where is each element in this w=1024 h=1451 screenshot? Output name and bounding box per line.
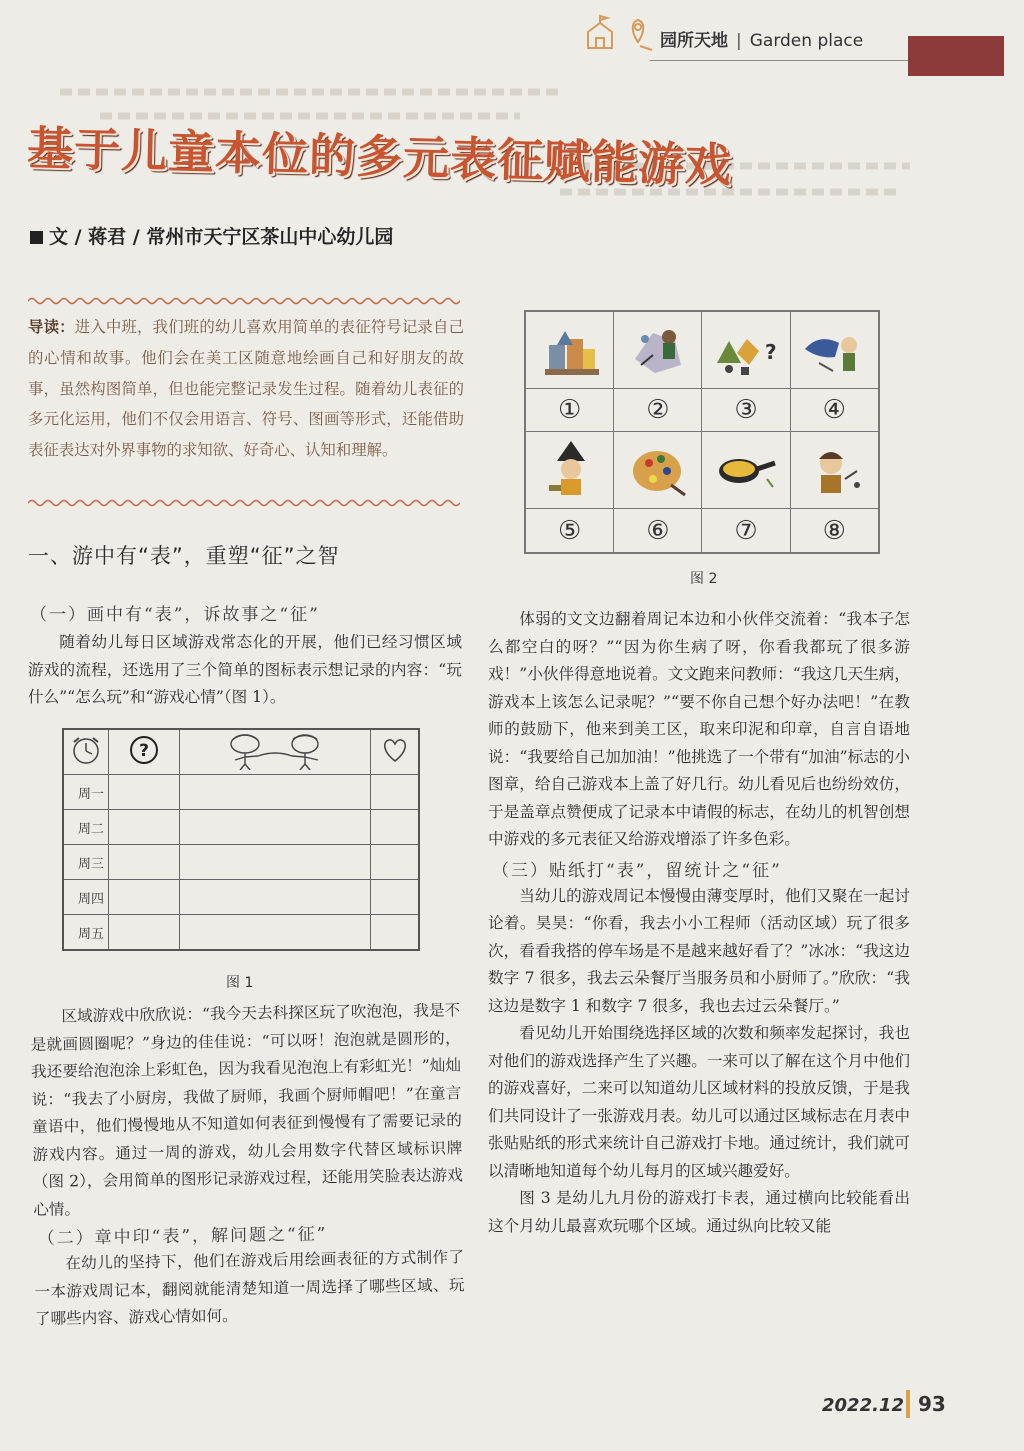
painter-icon [799, 439, 869, 501]
figure-1-row [63, 775, 419, 810]
section-name-en: Garden place [749, 31, 864, 51]
author-line [30, 222, 393, 249]
weekday-cell: 周三 [63, 845, 109, 880]
figure-1-row [63, 915, 419, 951]
author-bullet [30, 231, 43, 244]
empty-cell [371, 880, 420, 915]
figure-1-table [62, 728, 420, 951]
empty-cell [371, 775, 420, 810]
question-icon-cell [109, 729, 180, 775]
area-picture-2 [614, 311, 702, 388]
magician-icon [535, 439, 605, 501]
svg-text:?: ? [139, 741, 149, 761]
empty-cell [371, 845, 420, 880]
empty-cell [109, 845, 180, 880]
area-number: ⑧ [790, 509, 879, 553]
svg-text:?: ? [765, 339, 777, 364]
frying-pan-icon [711, 439, 781, 501]
area-picture-1 [525, 311, 614, 388]
figure-2-numbers-row-2 [525, 509, 879, 553]
left-para-1-wrap [28, 629, 462, 712]
intro-label: 导读： [28, 318, 75, 336]
subsection-heading-3: （三）贴纸打“表”，留统计之“征” [492, 860, 782, 881]
page-number: 93 [918, 1392, 946, 1416]
intro-text: 进入中班，我们班的幼儿喜欢用简单的表征符号记录自己的心情和故事。他们会在美工区随意地绘画自己和好朋友的故事，虽然构图简单，但也能完整记录发生过程。随着幼儿表征的多元化运用，他们不仅会用语言、符号、图画等形式，还能借助表征表达对外界事物的求知欲、好奇心、认知和理解。 [28, 318, 464, 460]
weekday-cell: 周二 [63, 810, 109, 845]
section-name-cn: 园所天地 [660, 31, 728, 51]
figure-2-grid [524, 310, 880, 554]
question-icon [126, 734, 162, 766]
heart-icon-cell [371, 729, 420, 775]
empty-cell [180, 775, 371, 810]
area-number: ② [614, 388, 702, 432]
weekday-cell: 周四 [63, 880, 109, 915]
section-heading: 一、游中有“表”，重塑“征”之智 [28, 544, 340, 568]
section-label [660, 26, 863, 51]
intro-top-border [28, 296, 460, 306]
left-para-3: 在幼儿的坚持下，他们在游戏后用绘画表征的方式制作了一本游戏周记本，翻阅就能清楚知道一周选择了哪些区域、玩了哪些内容、游戏心情如何。 [34, 1248, 465, 1328]
figure-2-caption: 图 2 [690, 571, 718, 587]
header-accent-bar [908, 36, 1004, 76]
figure-2-numbers-row-1 [525, 388, 879, 432]
left-lower-block [30, 997, 465, 1333]
weekday-cell: 周五 [63, 915, 109, 951]
clock-icon-cell [63, 729, 109, 775]
weekday-cell: 周一 [63, 775, 109, 810]
figure-1-header-row [63, 729, 419, 775]
empty-cell [109, 880, 180, 915]
empty-cell [180, 880, 371, 915]
children-icon-cell [180, 729, 371, 775]
right-para-1: 体弱的文文边翻着周记本边和小伙伴交流着：“我本子怎么都空白的呀？”“因为你生病了呀，你看我都玩了很多游戏！”小伙伴得意地说着。文文跑来问教师：“我这几天生病，游戏本上该怎么记录呢？”“要不你自己想个好办法吧！”在教师的鼓励下，他来到美工区，取来印泥和印章，自言自语地说：“我要给自己加加油！”他挑选了一个带有“加油”标志的小图章，给自己游戏本上盖了好几行。幼儿看见后也纷纷效仿，于是盖章点赞便成了记录本中请假的标志，在幼儿的机智创想中游戏的多元表征又给游戏增添了许多色彩。 [488, 610, 910, 848]
right-para-2: 当幼儿的游戏周记本慢慢由薄变厚时，他们又聚在一起讨论着。昊昊：“你看，我去小小工程师（活动区域）玩了很多次，看看我搭的停车场是不是越来越好看了？”冰冰：“我这边数字 7 很多，我去云朵餐厅当服务员和小厨师了。”欣欣：“我这边是数字 1 和数字 7 很多，我也去过云朵餐厅。” [488, 886, 910, 1015]
area-number: ⑤ [525, 509, 614, 553]
empty-cell [109, 810, 180, 845]
right-column [488, 606, 910, 1240]
header-rule [650, 60, 910, 61]
location-pin-icon [633, 20, 652, 50]
header-icons [582, 12, 654, 52]
intro-bottom-border [28, 498, 460, 508]
school-icon [582, 12, 654, 52]
empty-cell [180, 810, 371, 845]
empty-cell [109, 775, 180, 810]
subsection-heading-2: （二）章中印“表”，解问题之“征” [37, 1224, 328, 1249]
area-picture-3 [702, 311, 790, 388]
children-icon [200, 730, 350, 770]
heart-icon [380, 736, 410, 764]
author-text: 文 / 蒋君 / 常州市天宁区茶山中心幼儿园 [49, 226, 394, 248]
intro-block [28, 312, 464, 466]
figure-1-caption: 图 1 [226, 975, 254, 991]
figure-2-pictures-row-1 [525, 311, 879, 388]
figure-1-row [63, 845, 419, 880]
left-para-2: 区域游戏中欣欣说：“我今天去科探区玩了吹泡泡，我是不是就画圆圈呢？”身边的佳佳说：“可以呀！泡泡就是圆形的，我还要给泡泡涂上彩虹色，因为我看见泡泡上有彩虹光！”灿灿说：“我去了小厨房，我做了厨师，我画个厨师帽吧！”在童言童语中，他们慢慢地从不知道如何表征到慢慢有了需要记录的游戏内容。通过一周的游戏，幼儿会用数字代替区域标识牌（图 2），会用简单的图形记录游戏过程，还能用笑脸表达游戏心情。 [30, 1001, 463, 1219]
article-title: 基于儿童本位的多元表征赋能游戏 [26, 120, 733, 193]
clock-icon [68, 734, 104, 766]
builder-icon [799, 319, 869, 381]
right-para-4: 图 3 是幼儿九月份的游戏打卡表，通过横向比较能看出这个月幼儿最喜欢玩哪个区域。通过纵向比较又能 [488, 1189, 910, 1235]
area-number: ⑦ [702, 509, 790, 553]
blocks-icon [535, 319, 605, 381]
area-number: ① [525, 388, 614, 432]
empty-cell [371, 915, 420, 951]
empty-cell [371, 810, 420, 845]
area-picture-8 [790, 432, 879, 509]
figure-1-row [63, 880, 419, 915]
area-picture-4 [790, 311, 879, 388]
area-picture-6 [614, 432, 702, 509]
area-picture-5 [525, 432, 614, 509]
science-icon [623, 319, 693, 381]
area-number: ③ [702, 388, 790, 432]
area-number: ④ [790, 388, 879, 432]
section-separator: | [736, 31, 742, 51]
issue-date: 2022.12 [822, 1395, 904, 1416]
area-picture-7 [702, 432, 790, 509]
subsection-heading-1: （一）画中有“表”，诉故事之“征” [30, 605, 320, 625]
empty-cell [180, 915, 371, 951]
palette-icon [623, 439, 693, 501]
shapes-icon [711, 319, 781, 381]
footer-divider [906, 1390, 910, 1418]
right-para-3: 看见幼儿开始围绕选择区域的次数和频率发起探讨，我也对他们的游戏选择产生了兴趣。一来可以了解在这个月中他们的游戏喜好，二来可以知道幼儿区域材料的投放反馈，于是我们共同设计了一张游戏月表。幼儿可以通过区域标志在月表中张贴贴纸的形式来统计自己游戏打卡地。通过统计，我们就可以清晰地知道每个幼儿每月的区域兴趣爱好。 [488, 1024, 910, 1180]
area-number: ⑥ [614, 509, 702, 553]
left-para-1: 随着幼儿每日区域游戏常态化的开展，他们已经习惯区域游戏的流程，还选用了三个简单的图标表示想记录的内容：“玩什么”“怎么玩”和“游戏心情”（图 1）。 [28, 633, 462, 706]
figure-2-pictures-row-2 [525, 432, 879, 509]
empty-cell [109, 915, 180, 951]
figure-1-row [63, 810, 419, 845]
empty-cell [180, 845, 371, 880]
